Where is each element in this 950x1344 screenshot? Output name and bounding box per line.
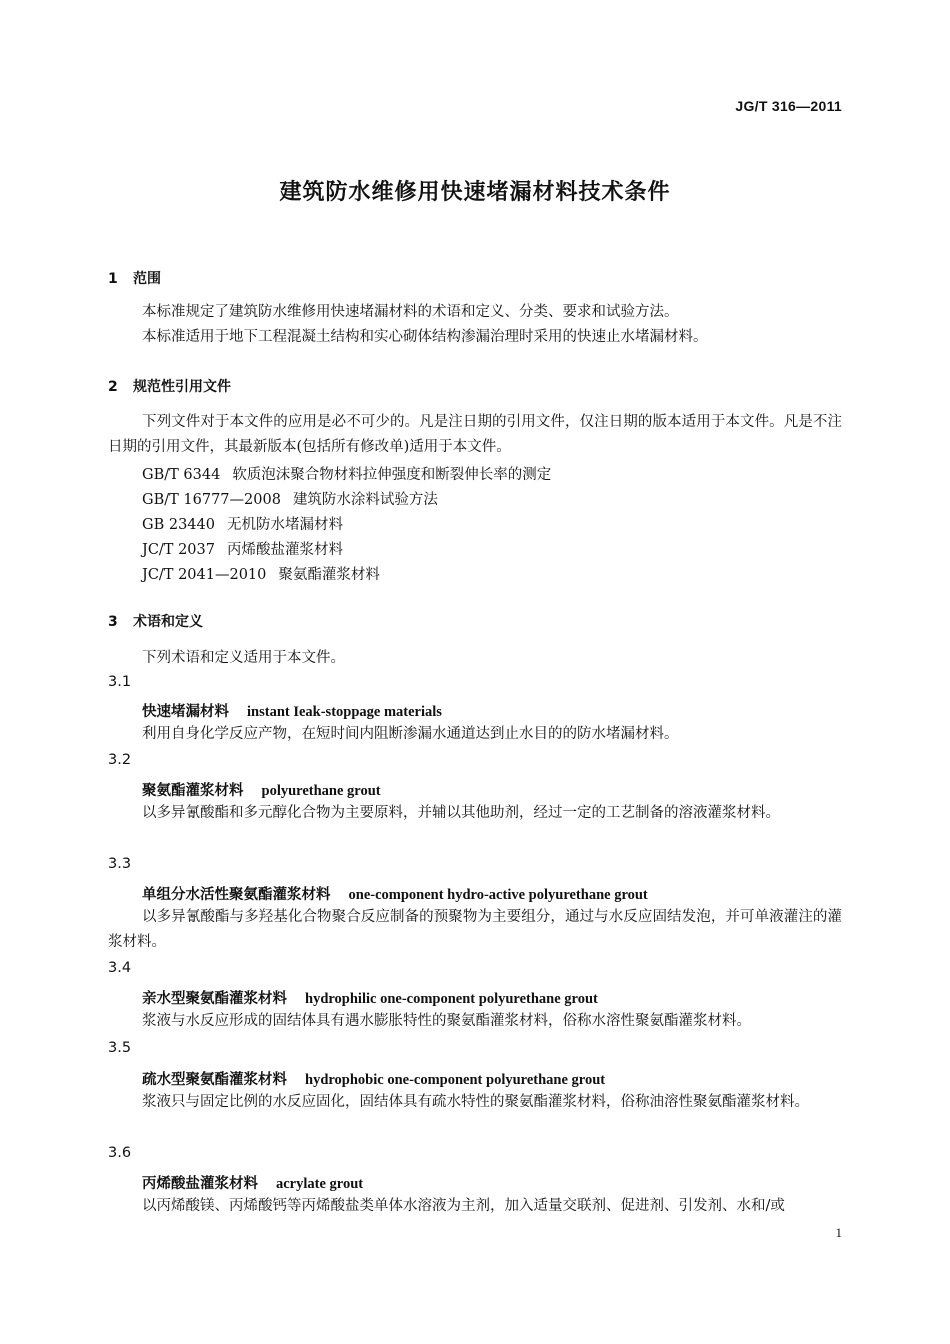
term-heading [142,1068,605,1089]
section-title: 规范性引用文件 [133,379,231,395]
term-number: 3.4 [108,960,132,976]
term-en: hydrophobic one-component polyurethane grout [305,1072,606,1088]
term-number: 3.5 [108,1040,132,1056]
term-cn: 聚氨酯灌浆材料 [142,783,244,799]
term-heading [142,700,442,721]
term-cn: 快速堵漏材料 [142,704,229,720]
section-1-heading [108,268,161,288]
reference-item [142,538,343,559]
reference-code: GB/T 16777—2008 [142,492,281,508]
term-cn: 亲水型聚氨酯灌浆材料 [142,991,287,1007]
reference-item [142,563,380,584]
term-definition: 以多异氰酸酯和多元醇化合物为主要原料，并辅以其他助剂，经过一定的工艺制备的溶液灌浆材料。 [142,805,780,821]
term-en: polyurethane grout [261,783,381,799]
reference-name: 丙烯酸盐灌浆材料 [226,542,343,558]
section-title: 范围 [133,271,161,287]
reference-name: 无机防水堵漏材料 [226,517,343,533]
reference-item [142,513,343,534]
page-number: 1 [835,1225,842,1240]
term-heading [142,1172,363,1193]
section-3-intro: 下列术语和定义适用于本文件。 [142,650,345,666]
reference-item [142,463,551,484]
reference-code: JC/T 2041—2010 [142,567,267,583]
reference-name: 软质泡沫聚合物材料拉伸强度和断裂伸长率的测定 [232,467,552,483]
reference-code: GB/T 6344 [142,467,221,483]
reference-code: GB 23440 [142,517,215,533]
term-definition: 利用自身化学反应产物，在短时间内阻断渗漏水通道达到止水目的的防水堵漏材料。 [142,726,679,742]
standard-code: JG/T 316—2011 [735,98,842,114]
term-en: instant Ieak-stoppage materials [247,704,442,720]
reference-name: 建筑防水涂料试验方法 [292,492,438,508]
term-definition: 浆液与水反应形成的固结体具有遇水膨胀特性的聚氨酯灌浆材料，俗称水溶性聚氨酯灌浆材料。 [142,1013,751,1029]
section-number: 1 [108,271,118,287]
term-number: 3.2 [108,752,132,768]
section-title: 术语和定义 [133,614,203,630]
reference-code: JC/T 2037 [142,542,215,558]
section-number: 3 [108,614,118,630]
section-1-para-1: 本标准规定了建筑防水维修用快速堵漏材料的术语和定义、分类、要求和试验方法。 [142,304,679,320]
term-definition: 以丙烯酸镁、丙烯酸钙等丙烯酸盐类单体水溶液为主剂，加入适量交联剂、促进剂、引发剂、水和/或 [142,1198,785,1214]
term-en: hydrophilic one-component polyurethane grout [305,991,598,1007]
term-definition: 浆液只与固定比例的水反应固化，固结体具有疏水特性的聚氨酯灌浆材料，俗称油溶性聚氨酯灌浆材料。 [142,1094,809,1110]
term-cn: 疏水型聚氨酯灌浆材料 [142,1072,287,1088]
term-definition: 以多异氰酸酯与多羟基化合物聚合反应制备的预聚物为主要组分，通过与水反应固结发泡，并可单液灌注的灌浆材料。 [108,909,842,950]
reference-name: 聚氨酯灌浆材料 [278,567,380,583]
section-2-intro: 下列文件对于本文件的应用是必不可少的。凡是注日期的引用文件，仅注日期的版本适用于本文件。凡是不注日期的引用文件，其最新版本(包括所有修改单)适用于本文件。 [108,414,842,455]
term-number: 3.3 [108,856,132,872]
section-number: 2 [108,379,118,395]
term-heading [142,883,648,904]
term-heading [142,987,598,1008]
section-3-heading [108,611,203,631]
term-cn: 丙烯酸盐灌浆材料 [142,1176,258,1192]
reference-item [142,488,438,509]
term-en: one-component hydro-active polyurethane grout [348,887,648,903]
term-number: 3.1 [108,674,132,690]
section-1-para-2: 本标准适用于地下工程混凝土结构和实心砌体结构渗漏治理时采用的快速止水堵漏材料。 [142,329,708,345]
term-cn: 单组分水活性聚氨酯灌浆材料 [142,887,331,903]
document-title: 建筑防水维修用快速堵漏材料技术条件 [279,180,671,205]
term-heading [142,779,381,800]
term-number: 3.6 [108,1145,132,1161]
section-2-heading [108,376,231,396]
term-en: acrylate grout [276,1176,364,1192]
